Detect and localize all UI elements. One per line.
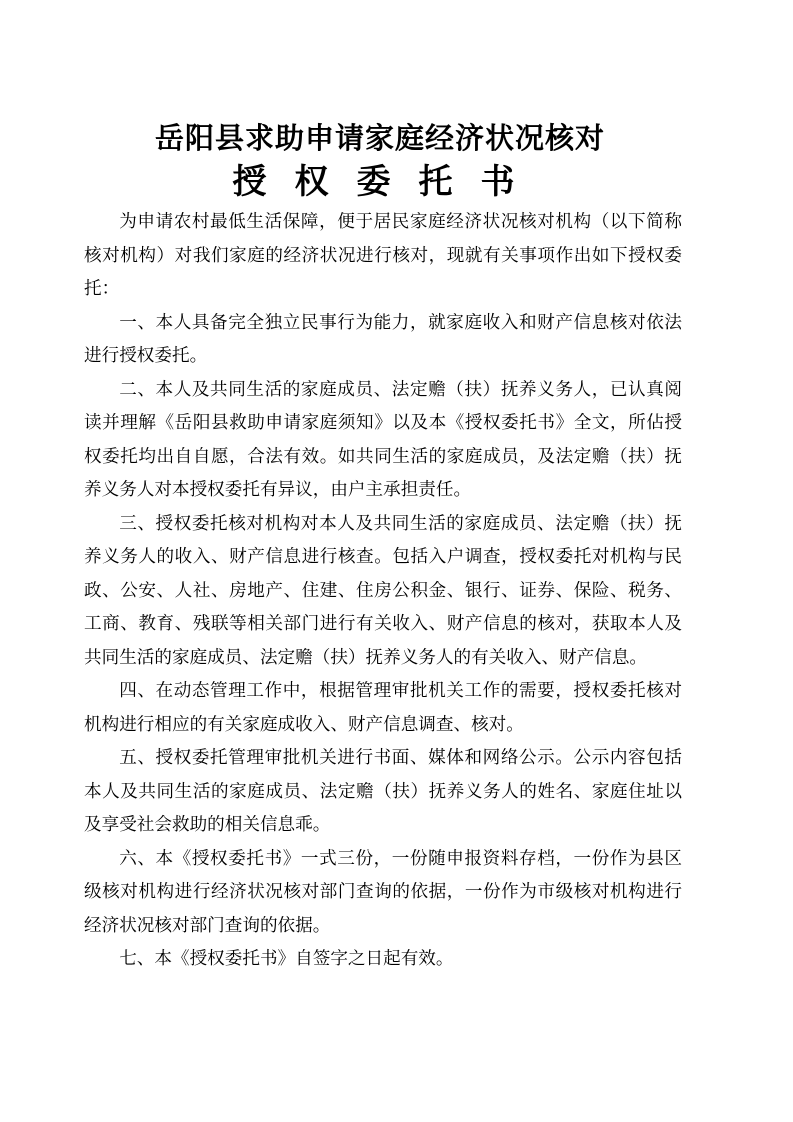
document-title: 岳阳县求助申请家庭经济状况核对 <box>154 121 605 155</box>
paragraph-clause-4: 四、在动态管理工作中，根据管理审批机关工作的需要，授权委托核对机构进行相应的有关家庭成收入、财产信息调查、核对。 <box>84 681 682 735</box>
document-body <box>84 206 682 977</box>
paragraph-clause-7: 七、本《授权委托书》自签字之日起有效。 <box>119 949 454 969</box>
paragraph-clause-1: 一、本人具备完全独立民事行为能力，就家庭收入和财产信息核对依法进行授权委托。 <box>84 312 682 366</box>
paragraph-clause-3: 三、授权委托核对机构对本人及共同生活的家庭成员、法定赡（扶）抚养义务人的收入、财产信息进行核查。包括入户调查，授权委托对机构与民政、公安、人社、房地产、住建、住房公积金、银行、证券、保险、税务、工商、教育、残联等相关部门进行有关收入、财产信息的核对，获取本人及共同生活的家庭成员、法定赡（扶）抚养义务人的有关收入、财产信息。 <box>84 513 682 668</box>
document-subtitle: 授权委托书 <box>232 162 543 202</box>
paragraph-intro: 为申请农村最低生活保障，便于居民家庭经济状况核对机构（以下简称核对机构）对我们家庭的经济状况进行核对，现就有关事项作出如下授权委托： <box>84 212 682 299</box>
paragraph-clause-5: 五、授权委托管理审批机关进行书面、媒体和网络公示。公示内容包括本人及共同生活的家庭成员、法定赡（扶）抚养义务人的姓名、家庭住址以及享受社会救助的相关信息乖。 <box>84 748 682 835</box>
paragraph-clause-2: 二、本人及共同生活的家庭成员、法定赡（扶）抚养义务人，已认真阅读并理解《岳阳县救助申请家庭须知》以及本《授权委托书》全文，所佔授权委托均出自自愿，合法有效。如共同生活的家庭成员，及法定赡（扶）抚养义务人对本授权委托有异议，由户主承担责任。 <box>84 379 682 500</box>
paragraph-clause-6: 六、本《授权委托书》一式三份，一份随申报资料存档，一份作为县区级核对机构进行经济状况核对部门查询的依据，一份作为市级核对机构进行经济状况核对部门查询的依据。 <box>84 848 682 936</box>
